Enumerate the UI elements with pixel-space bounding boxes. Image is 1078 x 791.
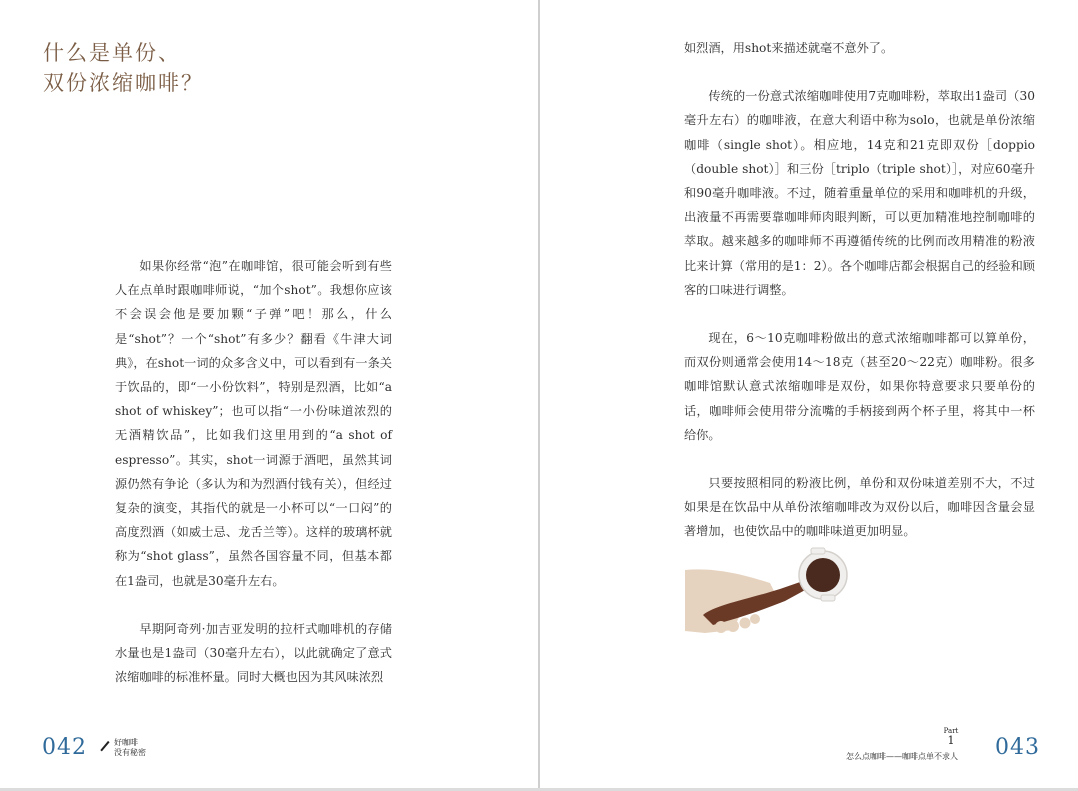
part-indicator (943, 727, 959, 747)
paragraph: 如果你经常“泡”在咖啡馆，很可能会听到有些人在点单时跟咖啡师说，“加个shot”。我想你应该不会误会他是要加颗“子弹”吧！那么，什么是“shot”？一个“shot”有多少？翻看《牛津大词典》，在shot一词的众多含义中，可以看到有一条关于饮品的，即“一小份饮料”，特别是烈酒，比如“a shot of whiskey”；也可以指“一小份味道浓烈的无酒精饮品”，比如我们这里用到的“a shot of espresso”。其实，shot一词源于酒吧，虽然其词源仍然有争论（多认为和为烈酒付钱有关），但经过复杂的演变，其指代的就是一小杯可以“一口闷”的高度烈酒（如威士忌、龙舌兰等）。这样的玻璃杯就称为“shot glass”，虽然各国容量不同，但基本都在1盎司，也就是30毫升左右。 (115, 259, 392, 588)
left-body-text (115, 254, 392, 689)
title-line-1: 什么是单份、 (43, 41, 181, 65)
paragraph: 传统的一份意式浓缩咖啡使用7克咖啡粉，萃取出1盎司（30毫升左右）的咖啡液，在意大利语中称为solo，也就是单份浓缩咖啡（single shot）。相应地，14克和21克即双份［doppio（double shot）］和三份［triplo（triple shot）］，对应60毫升和90毫升咖啡液。不过，随着重量单位的采用和咖啡机的升级，出液量不再需要靠咖啡师肉眼判断，可以更加精准地控制咖啡的萃取。越来越多的咖啡师不再遵循传统的比例而改用精准的粉液比来计算（常用的是1：2）。各个咖啡店都会根据自己的经验和顾客的口味进行调整。 (684, 89, 1035, 297)
hand-holding-portafilter-illustration (685, 545, 860, 640)
paragraph: 只要按照相同的粉液比例，单份和双份味道差别不大，不过如果是在饮品中从单份浓缩咖啡改为双份以后，咖啡因含量会显著增加，也使饮品中的咖啡味道更加明显。 (684, 476, 1035, 539)
left-page (0, 0, 538, 788)
part-label: Part (943, 727, 959, 735)
page-number-left: 042 (42, 735, 87, 760)
part-number: 1 (947, 734, 955, 747)
title-line-2: 双份浓缩咖啡？ (43, 71, 204, 95)
slash-icon (100, 740, 110, 752)
paragraph: 早期阿奇列·加吉亚发明的拉杆式咖啡机的存储水量也是1盎司（30毫升左右），以此就确定了意式浓缩咖啡的标准杯量。同时大概也因为其风味浓烈 (115, 621, 392, 685)
section-title (43, 38, 204, 98)
running-head-left (100, 738, 146, 758)
right-body-text (684, 36, 1035, 544)
book-title-line-1: 好咖啡 (114, 738, 138, 747)
book-title-line-2: 没有秘密 (114, 748, 146, 757)
continuation-line: 如烈酒，用shot来描述就毫不意外了。 (684, 41, 894, 55)
paragraph: 现在，6～10克咖啡粉做出的意式浓缩咖啡都可以算单份，而双份则通常会使用14～18克（甚至20～22克）咖啡粉。很多咖啡馆默认意式浓缩咖啡是双份，如果你特意要求只要单份的话，咖啡师会使用带分流嘴的手柄接到两个杯子里，将其中一杯给你。 (684, 331, 1035, 442)
running-head-right: 怎么点咖啡——咖啡点单不求人 (846, 752, 958, 761)
page-number-right: 043 (995, 735, 1040, 760)
